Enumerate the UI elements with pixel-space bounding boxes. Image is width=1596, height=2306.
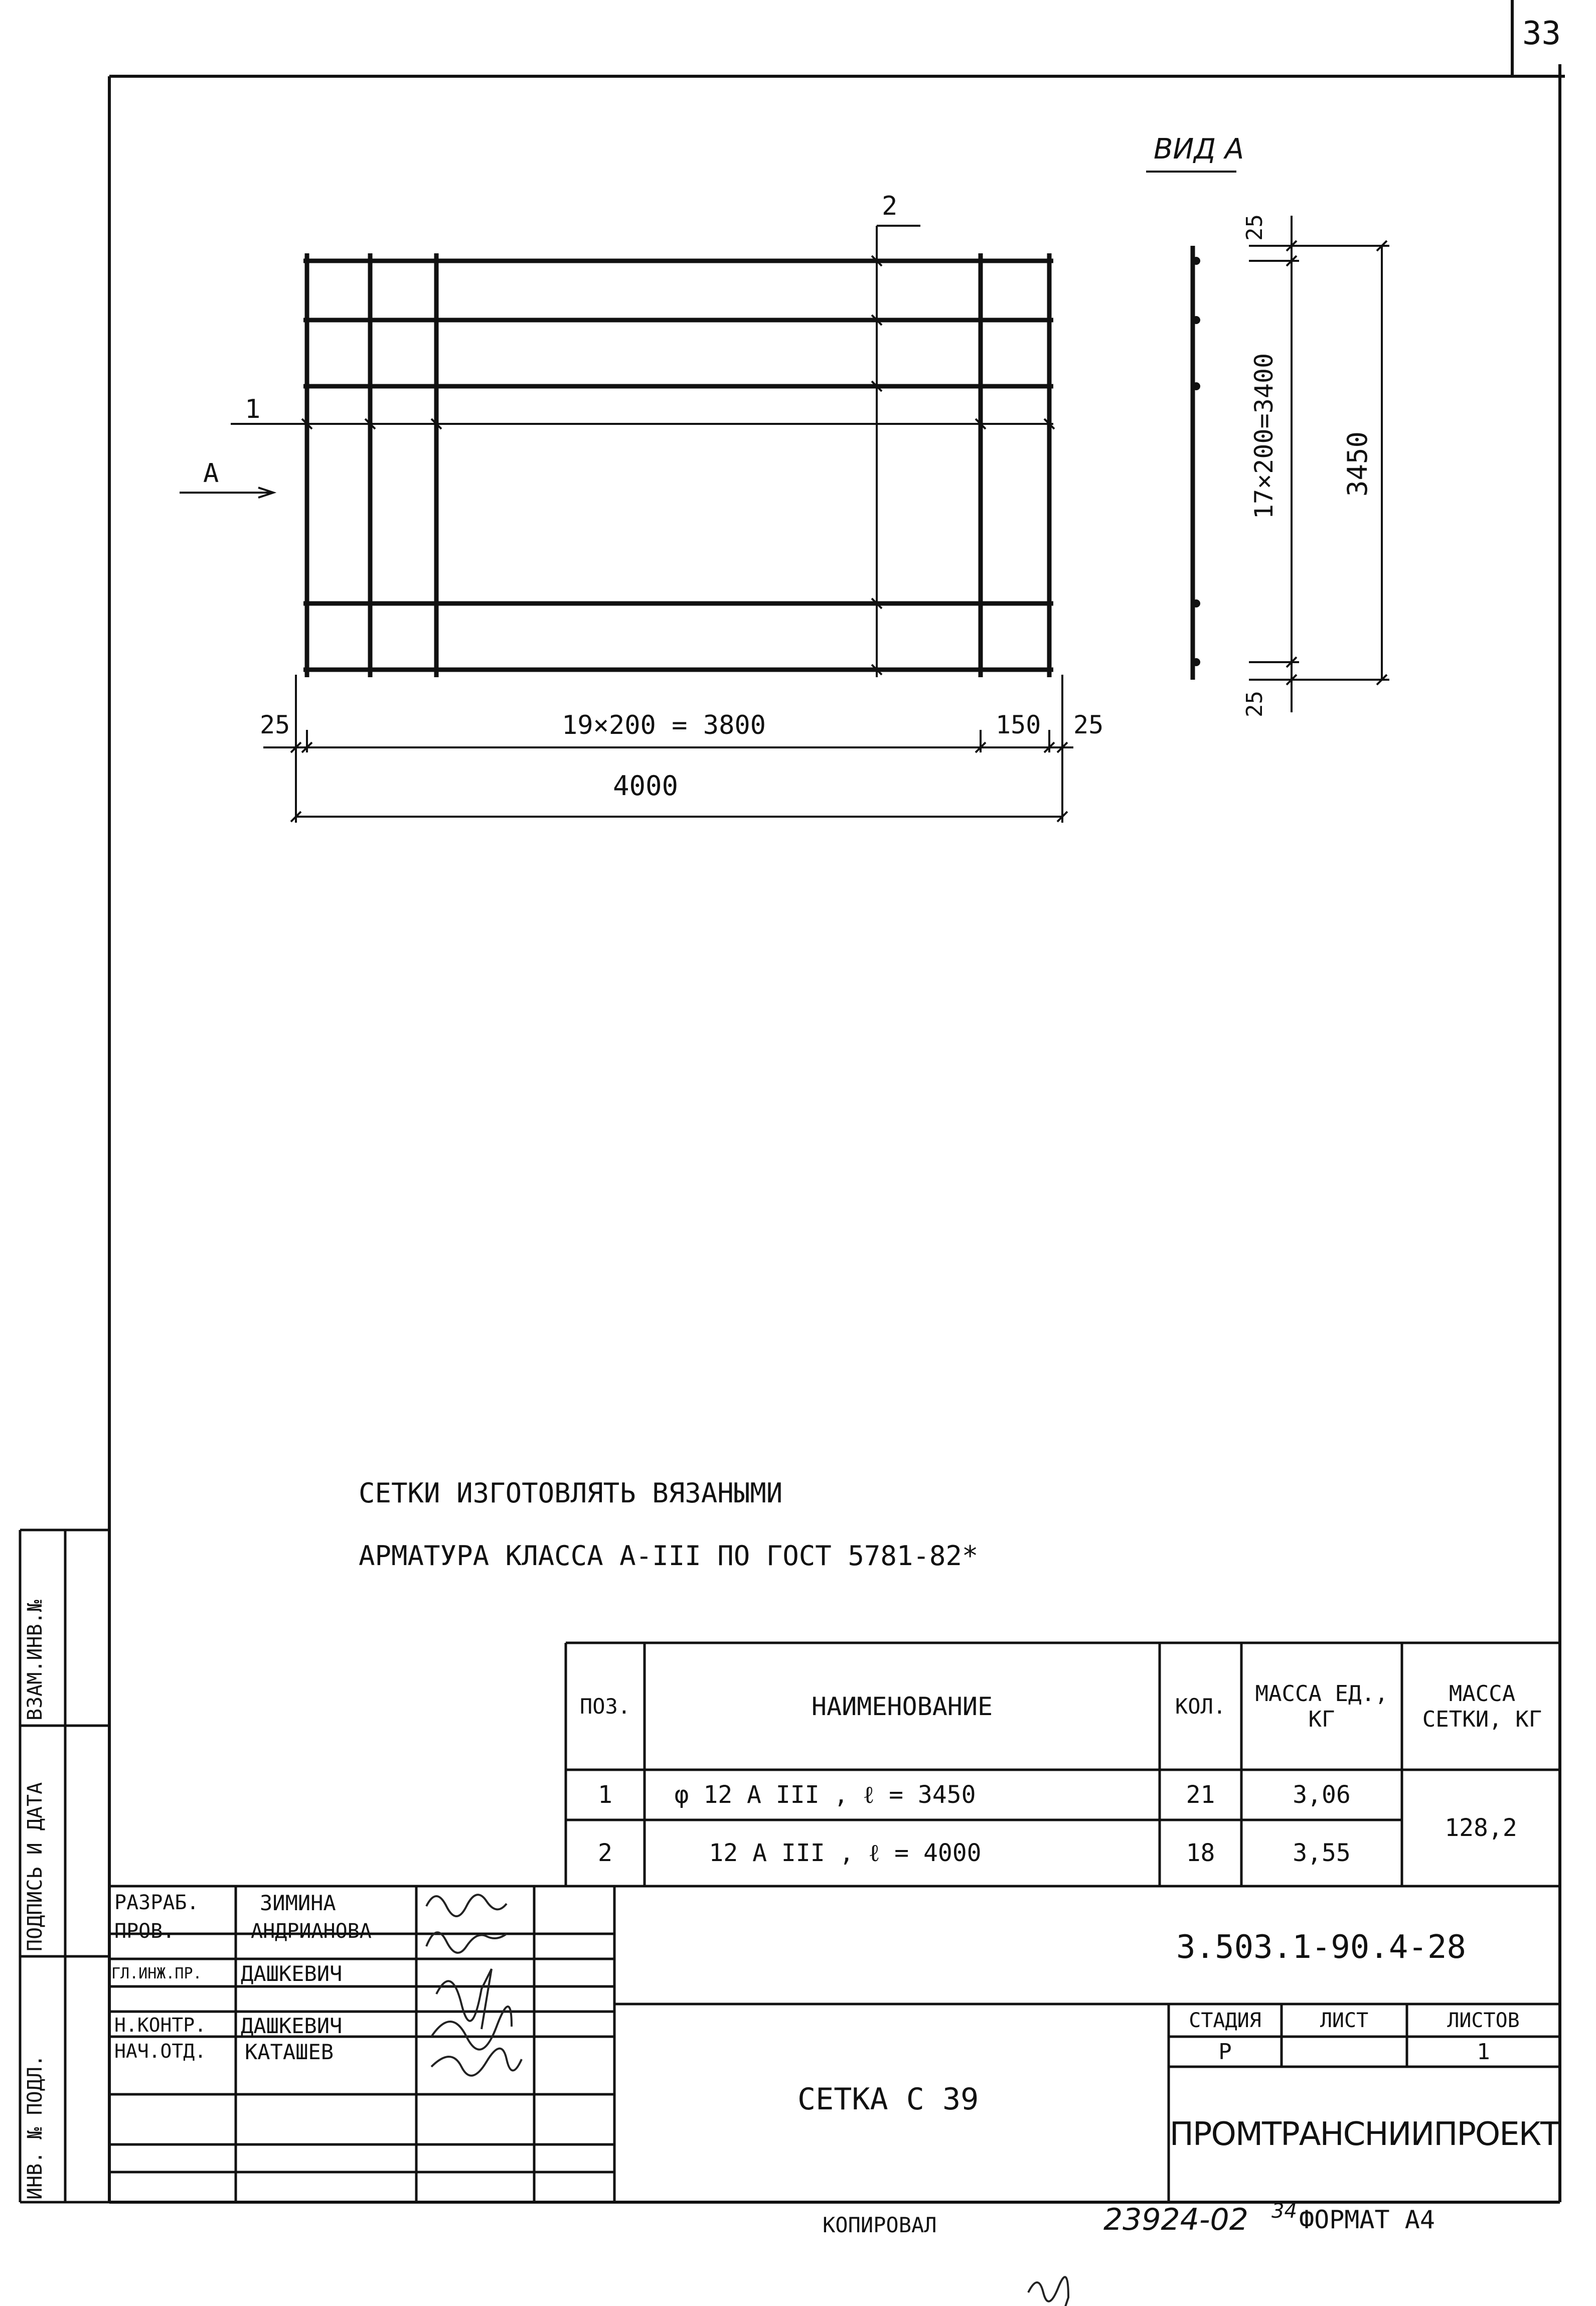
spec-header-mesh-mass: МАССА СЕТКИ, КГ — [1422, 1680, 1542, 1732]
view-dim-bottom: 25 — [1242, 691, 1267, 717]
view-dim-overall: 3450 — [1342, 431, 1373, 497]
stamp-role-5: НАЧ.ОТД. — [114, 2040, 207, 2062]
dim-span: 19×200 = 3800 — [562, 710, 766, 740]
archive-number: 23924-02 — [1103, 2202, 1248, 2237]
sheets-value: 1 — [1477, 2039, 1490, 2065]
arrow-a-label: А — [203, 458, 219, 489]
dim-edge-left: 25 — [260, 710, 290, 739]
spec-row-1-pos: 1 — [598, 1781, 612, 1809]
stamp-role-2: ПРОВ. — [114, 1920, 175, 1943]
spec-header-unit-mass: МАССА ЕД., КГ — [1255, 1680, 1388, 1732]
view-dim-top: 25 — [1242, 214, 1267, 241]
spec-mesh-mass: 128,2 — [1445, 1814, 1517, 1842]
view-dim-span: 17×200=3400 — [1249, 353, 1279, 519]
stamp-name-4: ДАШКЕВИЧ — [241, 2014, 343, 2038]
view-a-label: ВИД А — [1154, 133, 1244, 166]
stamp-name-1: ЗИМИНА — [260, 1891, 336, 1915]
spec-row-2-qty: 18 — [1186, 1839, 1215, 1867]
spec-row-2-name: 12 А III , ℓ = 4000 — [709, 1839, 982, 1867]
stage-label: СТАДИЯ — [1189, 2009, 1261, 2032]
position-1-label: 1 — [245, 394, 261, 424]
organization-name: ПРОМТРАНСНИИПРОЕКТ — [1169, 2116, 1559, 2153]
spec-row-1-qty: 21 — [1186, 1781, 1215, 1809]
stamp-role-3: ГЛ.ИНЖ.ПР. — [111, 1965, 202, 1982]
stamp-role-1: РАЗРАБ. — [114, 1891, 199, 1914]
page-number: 34 — [1271, 2200, 1297, 2223]
side-label-replacement: ВЗАМ.ИНВ.№ — [24, 1600, 47, 1721]
spec-header-qty: КОЛ. — [1175, 1694, 1226, 1719]
sheet-number: 33 — [1522, 15, 1561, 52]
dim-overall: 4000 — [613, 770, 679, 802]
sheets-label: ЛИСТОВ — [1447, 2009, 1520, 2032]
drawing-title: СЕТКА С 39 — [797, 2082, 979, 2117]
note-line-1: СЕТКИ ИЗГОТОВЛЯТЬ ВЯЗАНЫМИ — [359, 1477, 783, 1509]
dim-edge-right: 25 — [1073, 710, 1104, 739]
stamp-name-3: ДАШКЕВИЧ — [241, 1961, 343, 1986]
sheet-value — [1282, 2037, 1407, 2067]
spec-row-2-pos: 2 — [598, 1839, 612, 1867]
side-label-inventory: ИНВ. № ПОДЛ. — [24, 2055, 47, 2200]
spec-row-2-unit-mass: 3,55 — [1293, 1839, 1351, 1867]
spec-row-1-name: φ 12 А III , ℓ = 3450 — [674, 1781, 976, 1809]
dim-end-space: 150 — [996, 710, 1041, 739]
stamp-role-4: Н.КОНТР. — [114, 2014, 207, 2036]
stage-value: Р — [1218, 2039, 1232, 2065]
note-line-2: АРМАТУРА КЛАССА А-III ПО ГОСТ 5781-82* — [359, 1540, 979, 1572]
stamp-name-2: АНДРИАНОВА — [251, 1920, 372, 1943]
document-code: 3.503.1-90.4-28 — [1176, 1929, 1466, 1966]
format-label: ФОРМАТ А4 — [1299, 2205, 1435, 2234]
sheet-label: ЛИСТ — [1320, 2009, 1369, 2032]
position-2-label: 2 — [882, 191, 898, 221]
stamp-name-5: КАТАШЕВ — [245, 2040, 334, 2064]
side-label-signature-date: ПОДПИСЬ И ДАТА — [24, 1782, 47, 1951]
spec-header-name: НАИМЕНОВАНИЕ — [811, 1692, 993, 1721]
copied-label: КОПИРОВАЛ — [823, 2213, 937, 2237]
spec-header-pos: ПОЗ. — [579, 1694, 631, 1719]
spec-row-1-unit-mass: 3,06 — [1293, 1781, 1351, 1809]
